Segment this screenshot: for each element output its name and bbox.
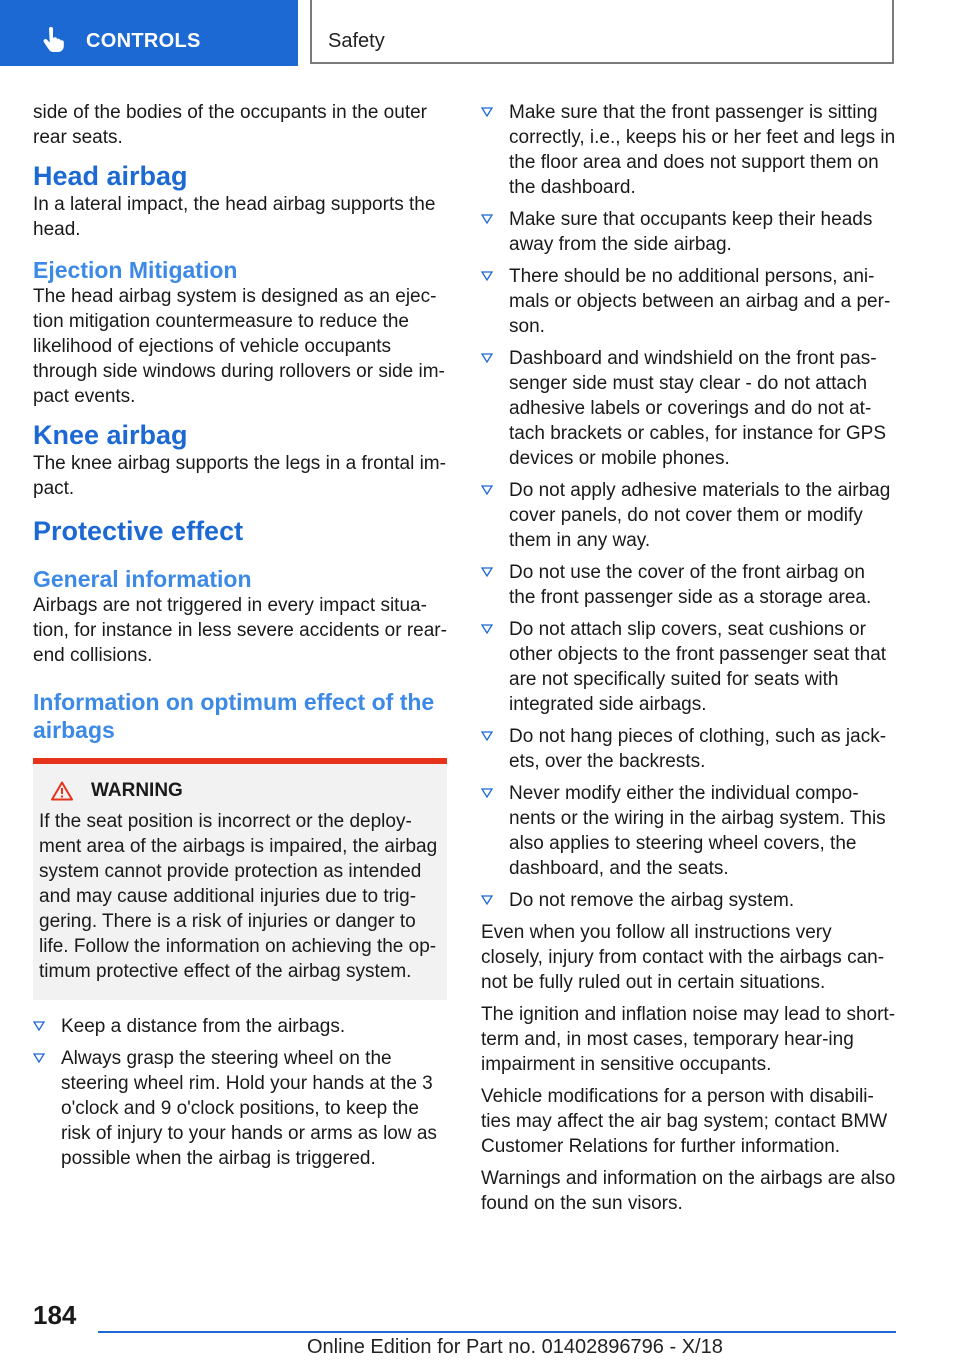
triangle-bullet-icon xyxy=(481,624,493,634)
triangle-bullet-icon xyxy=(481,107,493,117)
general-heading: General information xyxy=(33,566,252,592)
hand-pointer-icon xyxy=(40,27,66,53)
closing-paragraph: The ignition and inflation noise may lead to short-term and, in most cases, temporary hear-ing impairment in sensitive occupants. xyxy=(481,1004,896,1075)
optimum-heading: Information on optimum effect of the airbags xyxy=(33,689,435,743)
list-item: Do not attach slip covers, seat cushions or other objects to the front passenger seat that are not specifically suited for seats with integrated side airbags. xyxy=(481,617,896,717)
left-bullet-list xyxy=(33,1014,447,1171)
warning-text: If the seat position is incorrect or the deploy-ment area of the airbags is impaired, the airbag system cannot provide protection as intended and may cause additional injuries due to trig-gering. There is a risk of injuries or danger to life. Follow the information on achieving the op-timum protective effect of the airbag system. xyxy=(39,811,438,982)
triangle-bullet-icon xyxy=(481,788,493,798)
list-item: Do not use the cover of the front airbag on the front passenger side as a storage area. xyxy=(481,560,896,610)
list-item: Do not apply adhesive materials to the airbag cover panels, do not cover them or modify them in any way. xyxy=(481,478,896,553)
closing-paragraph: Vehicle modifications for a person with disabili-ties may affect the air bag system; contact BMW Customer Relations for further information. xyxy=(481,1086,888,1157)
list-item: Never modify either the individual compo-nents or the wiring in the airbag system. This also applies to steering wheel covers, the dashboard, and the seats. xyxy=(481,781,896,881)
closing-paragraph: Warnings and information on the airbags are also found on the sun visors. xyxy=(481,1168,896,1214)
warning-title-row xyxy=(39,778,441,803)
head-airbag-text: In a lateral impact, the head airbag supports the head. xyxy=(33,194,436,240)
list-item: Always grasp the steering wheel on the steering wheel rim. Hold your hands at the 3 o'clock and 9 o'clock positions, to keep the risk of injury to your hands or arms as low as possible when the airbag is triggered. xyxy=(33,1046,447,1171)
triangle-bullet-icon xyxy=(481,353,493,363)
triangle-bullet-icon xyxy=(481,485,493,495)
page-number: 184 xyxy=(33,1300,77,1330)
warning-triangle-icon xyxy=(51,781,73,801)
page-header xyxy=(0,0,960,66)
list-item: There should be no additional persons, ani-mals or objects between an airbag and a per-son. xyxy=(481,264,896,339)
tab-label: CONTROLS xyxy=(86,30,201,52)
triangle-bullet-icon xyxy=(481,895,493,905)
footer-divider xyxy=(98,1331,896,1333)
triangle-bullet-icon xyxy=(33,1021,45,1031)
intro-paragraph: side of the bodies of the occupants in the outer rear seats. xyxy=(33,102,427,148)
right-column xyxy=(481,100,896,1223)
triangle-bullet-icon xyxy=(481,731,493,741)
warning-title: WARNING xyxy=(91,780,183,801)
triangle-bullet-icon xyxy=(33,1053,45,1063)
list-item: Do not remove the airbag system. xyxy=(481,888,896,913)
section-title-box xyxy=(310,0,894,64)
list-item: Make sure that the front passenger is sitting correctly, i.e., keeps his or her feet and legs in the floor area and does not support them on the dashboard. xyxy=(481,100,896,200)
right-bullet-list xyxy=(481,100,896,913)
left-column xyxy=(33,100,447,1178)
head-airbag-heading: Head airbag xyxy=(33,161,188,191)
triangle-bullet-icon xyxy=(481,214,493,224)
section-title: Safety xyxy=(328,30,385,52)
ejection-heading: Ejection Mitigation xyxy=(33,257,238,283)
edition-text: Online Edition for Part no. 01402896796 - X/18 xyxy=(307,1336,723,1358)
closing-paragraph: Even when you follow all instructions very closely, injury from contact with the airbags can-not be fully ruled out in certain situations. xyxy=(481,922,885,993)
list-item: Do not hang pieces of clothing, such as jack-ets, over the backrests. xyxy=(481,724,896,774)
general-text: Airbags are not triggered in every impact situa-tion, for instance in less severe accidents or rear-end collisions. xyxy=(33,595,447,666)
triangle-bullet-icon xyxy=(481,567,493,577)
warning-box xyxy=(33,758,447,1000)
list-item: Make sure that occupants keep their heads away from the side airbag. xyxy=(481,207,896,257)
ejection-text: The head airbag system is designed as an ejec-tion mitigation countermeasure to reduce the likelihood of ejections of vehicle occupants through side windows during rollovers or side im-pact events. xyxy=(33,286,445,407)
list-item: Dashboard and windshield on the front pas-senger side must stay clear - do not attach adhesive labels or coverings and do not at-tach brackets or cables, for instance for GPS devices or mobile phones. xyxy=(481,346,896,471)
knee-airbag-text: The knee airbag supports the legs in a frontal im-pact. xyxy=(33,453,446,499)
list-item: Keep a distance from the airbags. xyxy=(33,1014,447,1039)
triangle-bullet-icon xyxy=(481,271,493,281)
knee-airbag-heading: Knee airbag xyxy=(33,420,188,450)
protective-heading: Protective effect xyxy=(33,516,244,546)
tab-controls[interactable] xyxy=(0,0,298,66)
